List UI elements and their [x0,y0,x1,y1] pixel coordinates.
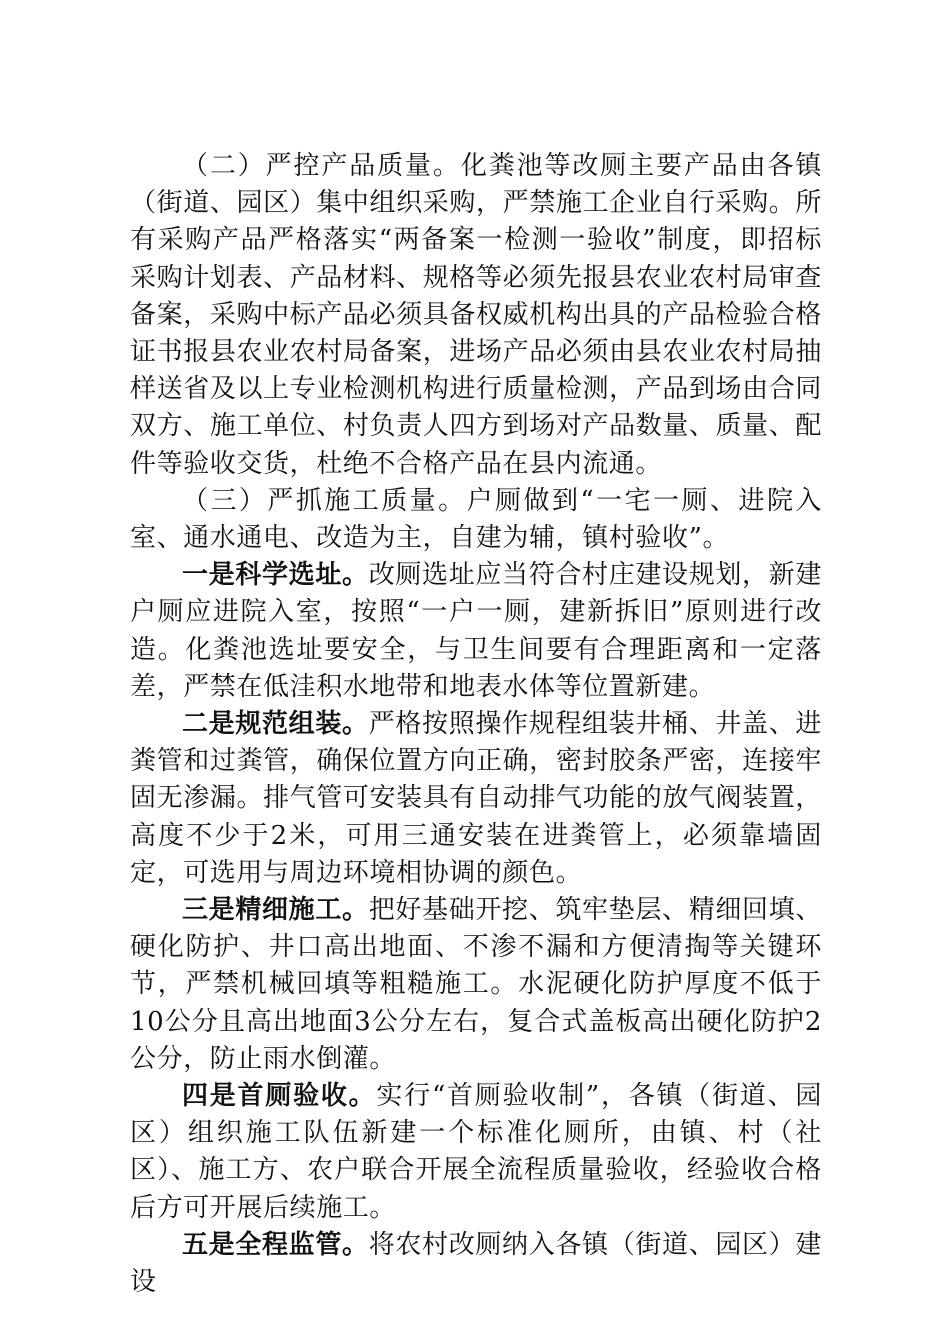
paragraph-lead: 五是全程监管。 [182,1229,369,1260]
paragraph-lead: 二是规范组装。 [182,709,369,740]
paragraph-lead: 四是首厕验收。 [182,1081,377,1112]
paragraph-text: （三）严抓施工质量。户厕做到“一宅一厕、进院入室、通水通电、改造为主，自建为辅，镇村验收”。 [130,485,822,554]
paragraph-text: 把好基础开挖、筑牢垫层、精细回填、硬化防护、井口高出地面、不渗不漏和方便清掏等关键环节，严禁机械回填等粗糙施工。水泥硬化防护厚度不低于10公分且高出地面3公分左右，复合式盖板高出硬化防护2公分，防止雨水倒灌。 [130,895,822,1074]
paragraph-text: 实行“首厕验收制”，各镇（街道、园区）组织施工队伍新建一个标准化厕所，由镇、村（社区）、施工方、农户联合开展全流程质量验收，经验收合格后方可开展后续施工。 [130,1081,822,1223]
paragraph-text: 改厕选址应当符合村庄建设规划，新建户厕应进院入室，按照“一户一厕，建新拆旧”原则进行改造。化粪池选址要安全，与卫生间要有合理距离和一定落差，严禁在低洼积水地带和地表水体等位置新建。 [130,560,822,702]
paragraph-construction-quality [130,483,822,557]
paragraph-text: 将农村改厕纳入各镇（街道、园区）建设 [130,1229,822,1298]
paragraph-lead: 三是精细施工。 [182,895,369,926]
paragraph-fine-construction [130,892,822,1078]
paragraph-full-supervision [130,1227,822,1301]
paragraph-product-quality [130,148,822,483]
paragraph-text: 严格按照操作规程组装井桶、井盖、进粪管和过粪管，确保位置方向正确，密封胶条严密，连接牢固无渗漏。排气管可安装具有自动排气功能的放气阀装置，高度不少于2米，可用三通安装在进粪管上，必须靠墙固定，可选用与周边环境相协调的颜色。 [130,709,822,888]
document-page [130,148,822,1301]
paragraph-lead: 一是科学选址。 [182,560,369,591]
paragraph-text: （二）严控产品质量。化粪池等改厕主要产品由各镇（街道、园区）集中组织采购，严禁施工企业自行采购。所有采购产品严格落实“两备案一检测一验收”制度，即招标采购计划表、产品材料、规格等必须先报县农业农村局审查备案，采购中标产品必须具备权威机构出具的产品检验合格证书报县农业农村局备案，进场产品必须由县农业农村局抽样送省及以上专业检测机构进行质量检测，产品到场由合同双方、施工单位、村负责人四方到场对产品数量、质量、配件等验收交货，杜绝不合格产品在县内流通。 [130,151,822,479]
paragraph-first-toilet-acceptance [130,1078,822,1227]
paragraph-site-selection [130,557,822,706]
paragraph-assembly [130,706,822,892]
